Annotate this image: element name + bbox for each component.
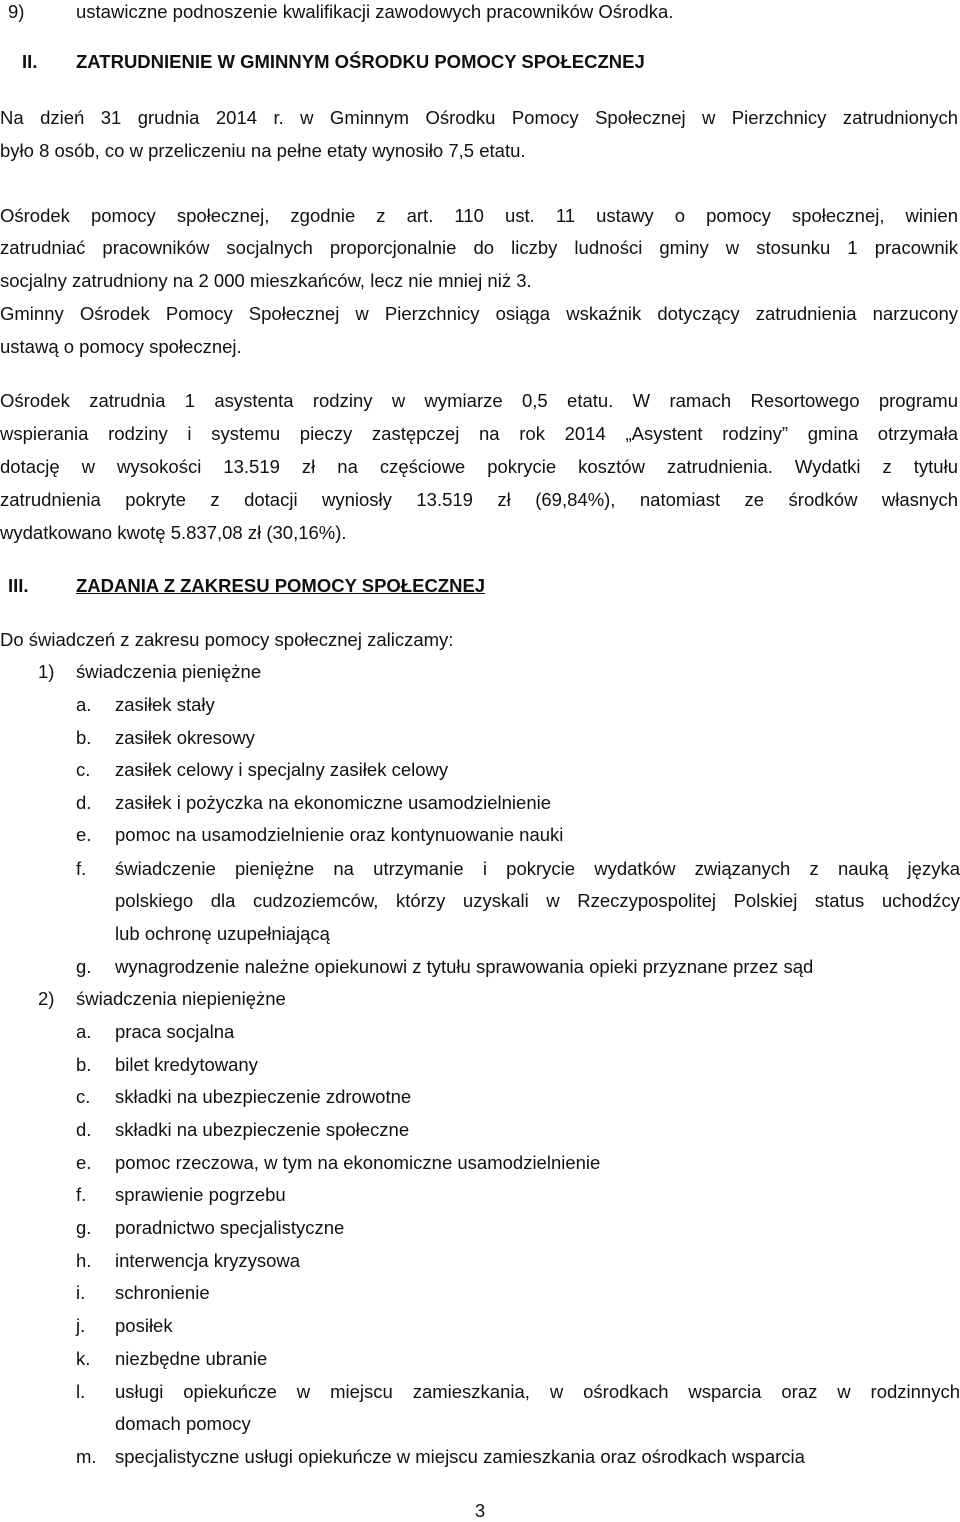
list-item: zasiłek stały — [115, 694, 215, 715]
item-letter: c. — [76, 759, 91, 780]
list-item: poradnictwo specjalistyczne — [115, 1217, 345, 1238]
list-item: zasiłek i pożyczka na ekonomiczne usamodzielnienie — [115, 792, 552, 813]
item-letter: h. — [76, 1250, 92, 1271]
item-letter: e. — [76, 824, 92, 845]
list-item: niezbędne ubranie — [115, 1348, 268, 1369]
paragraph-line: dotację w wysokości 13.519 zł na częściowe pokrycie kosztów zatrudnienia. Wydatki z tytułu — [0, 456, 958, 477]
list-item: składki na ubezpieczenie zdrowotne — [115, 1086, 412, 1107]
item-letter: a. — [76, 694, 92, 715]
list-item: bilet kredytowany — [115, 1054, 258, 1075]
item-letter: l. — [76, 1381, 86, 1402]
list-item-continuation: lub ochronę uzupełniającą — [115, 923, 330, 944]
group-title: świadczenia niepieniężne — [76, 988, 286, 1009]
list-item: składki na ubezpieczenie społeczne — [115, 1119, 410, 1140]
group-number: 2) — [38, 988, 55, 1009]
paragraph-line: było 8 osób, co w przeliczeniu na pełne etaty wynosiło 7,5 etatu. — [0, 140, 526, 161]
list-item: posiłek — [115, 1315, 173, 1336]
paragraph-line: Gminny Ośrodek Pomocy Społecznej w Pierzchnicy osiąga wskaźnik dotyczący zatrudnienia narzucony — [0, 303, 958, 324]
item-letter: c. — [76, 1086, 91, 1107]
item-letter: m. — [76, 1446, 97, 1467]
group-title: świadczenia pieniężne — [76, 661, 262, 682]
paragraph-line: wspierania rodziny i systemu pieczy zastępczej na rok 2014 „Asystent rodziny” gmina otrzymała — [0, 423, 958, 444]
item-letter: i. — [76, 1282, 86, 1303]
section-number: III. — [8, 575, 29, 596]
list-item: schronienie — [115, 1282, 210, 1303]
list-item: sprawienie pogrzebu — [115, 1184, 286, 1205]
item-letter: g. — [76, 956, 92, 977]
paragraph-line: Ośrodek zatrudnia 1 asystenta rodziny w wymiarze 0,5 etatu. W ramach Resortowego programu — [0, 390, 958, 411]
paragraph-line: zatrudnienia pokryte z dotacji wyniosły 13.519 zł (69,84%), natomiast ze środków własnych — [0, 489, 958, 510]
section-title: ZATRUDNIENIE W GMINNYM OŚRODKU POMOCY SPOŁECZNEJ — [76, 51, 645, 72]
paragraph-line: Ośrodek pomocy społecznej, zgodnie z art. 110 ust. 11 ustawy o pomocy społecznej, winien — [0, 205, 958, 226]
list-item: wynagrodzenie należne opiekunowi z tytułu sprawowania opieki przyznane przez sąd — [115, 956, 814, 977]
paragraph-line: wydatkowano kwotę 5.837,08 zł (30,16%). — [0, 522, 347, 543]
group-number: 1) — [38, 661, 55, 682]
item-letter: d. — [76, 792, 92, 813]
section-title: ZADANIA Z ZAKRESU POMOCY SPOŁECZNEJ — [76, 575, 486, 596]
item-letter: f. — [76, 1184, 87, 1205]
list-item: pomoc na usamodzielnienie oraz kontynuowanie nauki — [115, 824, 564, 845]
paragraph-line: zatrudniać pracowników socjalnych proporcjonalnie do liczby ludności gminy w stosunku 1 pracownik — [0, 237, 958, 258]
item-text: ustawiczne podnoszenie kwalifikacji zawodowych pracowników Ośrodka. — [76, 1, 674, 22]
list-item: zasiłek okresowy — [115, 727, 255, 748]
section-number: II. — [22, 51, 38, 72]
item-letter: k. — [76, 1348, 91, 1369]
item-letter: f. — [76, 858, 87, 879]
list-item: interwencja kryzysowa — [115, 1250, 301, 1271]
list-item-continuation: polskiego dla cudzoziemców, którzy uzyskali w Rzeczypospolitej Polskiej status uchodźcy — [115, 890, 960, 911]
paragraph-line: ustawą o pomocy społecznej. — [0, 336, 242, 357]
list-item: usługi opiekuńcze w miejscu zamieszkania, w ośrodkach wsparcia oraz w rodzinnych — [115, 1381, 960, 1402]
item-letter: a. — [76, 1021, 92, 1042]
list-item: specjalistyczne usługi opiekuńcze w miejscu zamieszkania oraz ośrodkach wsparcia — [115, 1446, 805, 1467]
paragraph-line: Na dzień 31 grudnia 2014 r. w Gminnym Ośrodku Pomocy Społecznej w Pierzchnicy zatrudnionych — [0, 107, 958, 128]
item-letter: g. — [76, 1217, 92, 1238]
item-letter: e. — [76, 1152, 92, 1173]
item-letter: b. — [76, 727, 92, 748]
list-item-continuation: domach pomocy — [115, 1413, 251, 1434]
page-number: 3 — [474, 1500, 486, 1521]
list-intro: Do świadczeń z zakresu pomocy społecznej zaliczamy: — [0, 629, 454, 650]
list-item: pomoc rzeczowa, w tym na ekonomiczne usamodzielnienie — [115, 1152, 601, 1173]
list-item: świadczenie pieniężne na utrzymanie i pokrycie wydatków związanych z nauką języka — [115, 858, 960, 879]
list-item: zasiłek celowy i specjalny zasiłek celowy — [115, 759, 449, 780]
item-letter: j. — [76, 1315, 86, 1336]
list-item: praca socjalna — [115, 1021, 235, 1042]
paragraph-line: socjalny zatrudniony na 2 000 mieszkańców, lecz nie mniej niż 3. — [0, 270, 532, 291]
item-letter: d. — [76, 1119, 92, 1140]
item-letter: b. — [76, 1054, 92, 1075]
item-number: 9) — [8, 1, 25, 22]
